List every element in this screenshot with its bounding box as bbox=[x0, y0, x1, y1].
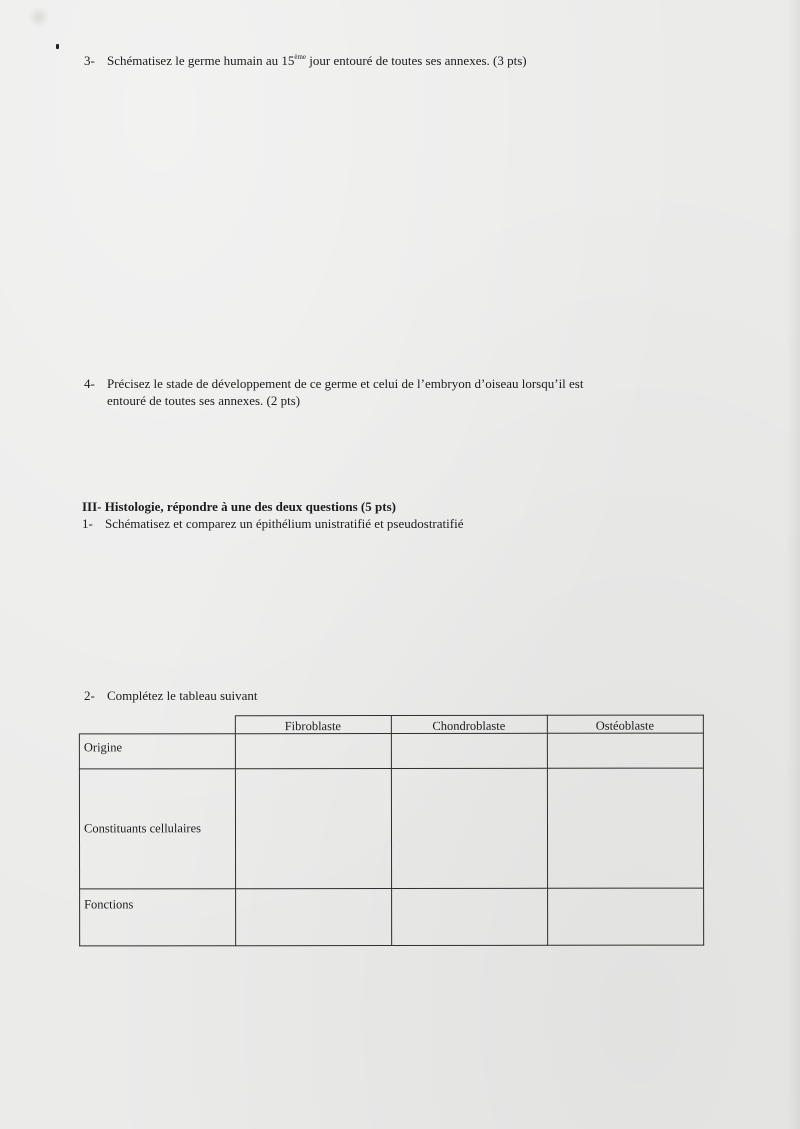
histology-question-1 bbox=[82, 515, 463, 532]
table-row bbox=[79, 733, 703, 769]
table-corner-cell bbox=[79, 716, 235, 734]
question-3 bbox=[84, 49, 704, 69]
question-3-superscript: ème bbox=[294, 53, 307, 61]
table-cell bbox=[235, 769, 391, 889]
table-cell bbox=[235, 734, 391, 769]
table-header-row bbox=[79, 715, 703, 734]
histology-question-2-number: 2- bbox=[84, 688, 95, 703]
row-label-origine: Origine bbox=[79, 734, 235, 769]
column-header-chondroblaste: Chondroblaste bbox=[391, 715, 547, 733]
column-header-fibroblaste: Fibroblaste bbox=[235, 716, 391, 734]
question-4 bbox=[84, 375, 698, 409]
table-row bbox=[80, 888, 704, 946]
table-cell bbox=[391, 888, 547, 945]
cell-comparison-table bbox=[79, 715, 704, 947]
table-cell bbox=[547, 733, 703, 768]
question-3-number: 3- bbox=[84, 53, 95, 68]
question-3-text-before: Schématisez le germe humain au 15 bbox=[107, 53, 295, 68]
question-4-line2: entouré de toutes ses annexes. (2 pts) bbox=[107, 393, 301, 408]
column-header-osteoblaste: Ostéoblaste bbox=[547, 715, 703, 733]
ink-mark bbox=[56, 44, 59, 49]
table-row bbox=[79, 768, 703, 889]
histology-question-2 bbox=[84, 687, 258, 704]
question-4-line1: Précisez le stade de développement de ce germe et celui de l’embryon d’oiseau lorsqu’il est bbox=[107, 376, 584, 391]
table-cell bbox=[391, 768, 547, 888]
histology-question-1-text: Schématisez et comparez un épithélium unistratifié et pseudostratifié bbox=[105, 516, 464, 531]
section-3-heading: III- Histologie, répondre à une des deux questions (5 pts) bbox=[82, 499, 396, 514]
table-cell bbox=[235, 889, 391, 946]
table-cell bbox=[547, 768, 703, 888]
scan-smudge bbox=[28, 6, 50, 28]
table-cell bbox=[391, 733, 547, 768]
row-label-fonctions: Fonctions bbox=[80, 889, 236, 946]
histology-question-2-text: Complétez le tableau suivant bbox=[107, 688, 258, 703]
question-3-text-after: jour entouré de toutes ses annexes. (3 pts) bbox=[306, 53, 527, 68]
row-label-constituants: Constituants cellulaires bbox=[79, 769, 235, 889]
page-edge-shadow bbox=[786, 0, 800, 1129]
histology-question-1-number: 1- bbox=[82, 516, 93, 531]
table-cell bbox=[547, 888, 703, 945]
question-4-number: 4- bbox=[84, 376, 95, 391]
